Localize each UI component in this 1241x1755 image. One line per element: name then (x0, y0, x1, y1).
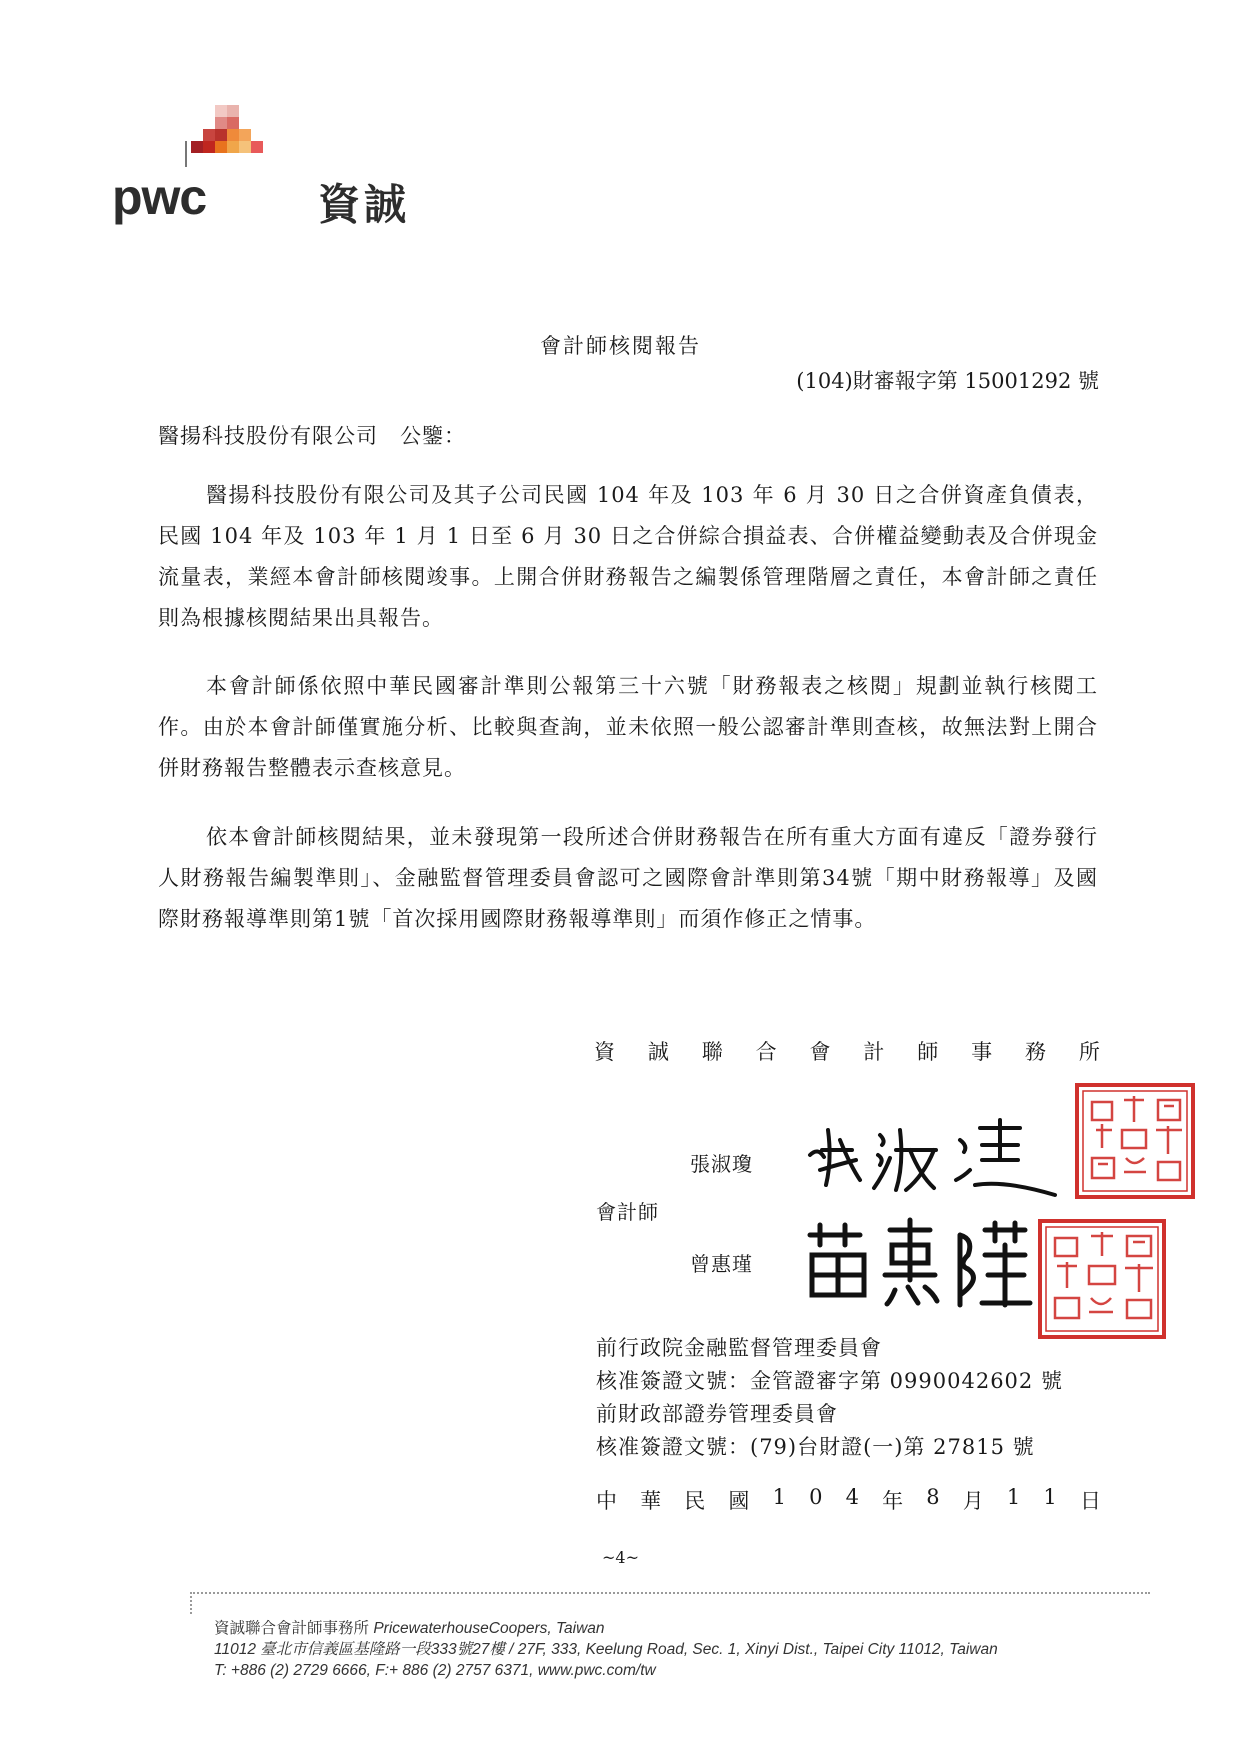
reference-number: (104)財審報字第 15001292 號 (796, 369, 1099, 393)
firm-char: 事 (971, 1040, 993, 1064)
report-date (596, 1485, 1101, 1515)
firm-char: 誠 (647, 1040, 669, 1064)
approval-info (596, 1332, 1063, 1464)
approval-line: 核准簽證文號：(79)台財證(一)第 27815 號 (596, 1435, 1035, 1459)
date-part: 4 (845, 1485, 859, 1509)
date-part: 1 (1006, 1485, 1021, 1509)
approval-line: 核准簽證文號：金管證審字第 0990042602 號 (596, 1369, 1063, 1393)
footer-firm-en: PricewaterhouseCoopers, Taiwan (373, 1620, 605, 1637)
date-part: 民 (684, 1489, 706, 1513)
cpa-label: 會計師 (596, 1200, 659, 1224)
firm-char: 會 (809, 1040, 831, 1064)
approval-line: 前財政部證券管理委員會 (596, 1402, 838, 1426)
date-part: 中 (596, 1489, 617, 1513)
date-part: 國 (728, 1489, 750, 1513)
firm-char: 合 (755, 1040, 777, 1064)
date-part: 月 (962, 1489, 984, 1513)
paragraph-1: 醫揚科技股份有限公司及其子公司民國 104 年及 103 年 6 月 30 日之合併資產負債表，民國 104 年及 103 年 1 月 1 日至 6 月 30 日之合併綜合損益表、合併權益變動表及合併現金流量表，業經本會計師核閱竣事。上開合併財務報告之編製係管理階層之責任，本會計師之責任則為根據核閱結果出具報告。 (158, 483, 1098, 630)
date-part: 華 (640, 1489, 662, 1513)
date-part: 1 (772, 1485, 786, 1509)
footer-line-1 (214, 1618, 998, 1639)
paragraph-3: 依本會計師核閱結果，並未發現第一段所述合併財務報告在所有重大方面有違反「證券發行人財務報告編製準則」、金融監督管理委員會認可之國際會計準則第34號「期中財務報導」及國際財務報導準則第1號「首次採用國際財務報導準則」而須作修正之情事。 (158, 825, 1098, 931)
approval-line: 前行政院金融監督管理委員會 (596, 1336, 882, 1360)
firm-name (594, 1036, 1100, 1066)
footer-divider-corner (190, 1592, 192, 1614)
date-part: 年 (882, 1489, 904, 1513)
firm-char: 師 (917, 1040, 939, 1064)
firm-char: 資 (594, 1040, 615, 1064)
footer-firm-cn: 資誠聯合會計師事務所 (214, 1619, 370, 1637)
footer-contact: T: +886 (2) 2729 6666, F:+ 886 (2) 2757 6371, www.pwc.com/tw (214, 1662, 656, 1679)
footer-divider (190, 1592, 1150, 1594)
firm-char: 所 (1078, 1040, 1100, 1064)
addressee: 醫揚科技股份有限公司 公鑒： (158, 424, 466, 448)
accountant-2-name: 曾惠瑾 (690, 1252, 753, 1276)
footer-address: 11012 臺北市信義區基隆路一段333號27樓 / 27F, 333, Keelung Road, Sec. 1, Xinyi Dist., Taipei City 11012, Taiwan (214, 1641, 998, 1658)
date-part: 1 (1043, 1485, 1057, 1509)
accountant-seal-2 (1037, 1218, 1167, 1340)
paragraph-2: 本會計師係依照中華民國審計準則公報第三十六號「財務報表之核閱」規劃並執行核閱工作。由於本會計師僅實施分析、比較與查詢，並未依照一般公認審計準則查核，故無法對上開合併財務報告整體表示查核意見。 (158, 674, 1098, 780)
accountant-seal-1 (1074, 1082, 1196, 1200)
report-title: 會計師核閱報告 (540, 334, 701, 358)
pwc-logo-mark (185, 105, 275, 175)
date-part: 日 (1079, 1489, 1101, 1513)
page-number: ~4~ (602, 1548, 639, 1567)
signature-2-image (800, 1215, 1040, 1315)
pwc-logo-text: pwc (112, 169, 207, 225)
firm-char: 務 (1025, 1040, 1046, 1064)
firm-char: 聯 (701, 1040, 723, 1064)
firm-short-name: 資誠 (318, 180, 411, 229)
footer (214, 1618, 998, 1681)
signature-1-image (800, 1110, 1060, 1200)
accountant-1-name: 張淑瓊 (690, 1152, 753, 1176)
date-part: 0 (809, 1485, 823, 1509)
firm-char: 計 (863, 1040, 885, 1064)
date-part: 8 (926, 1485, 940, 1509)
